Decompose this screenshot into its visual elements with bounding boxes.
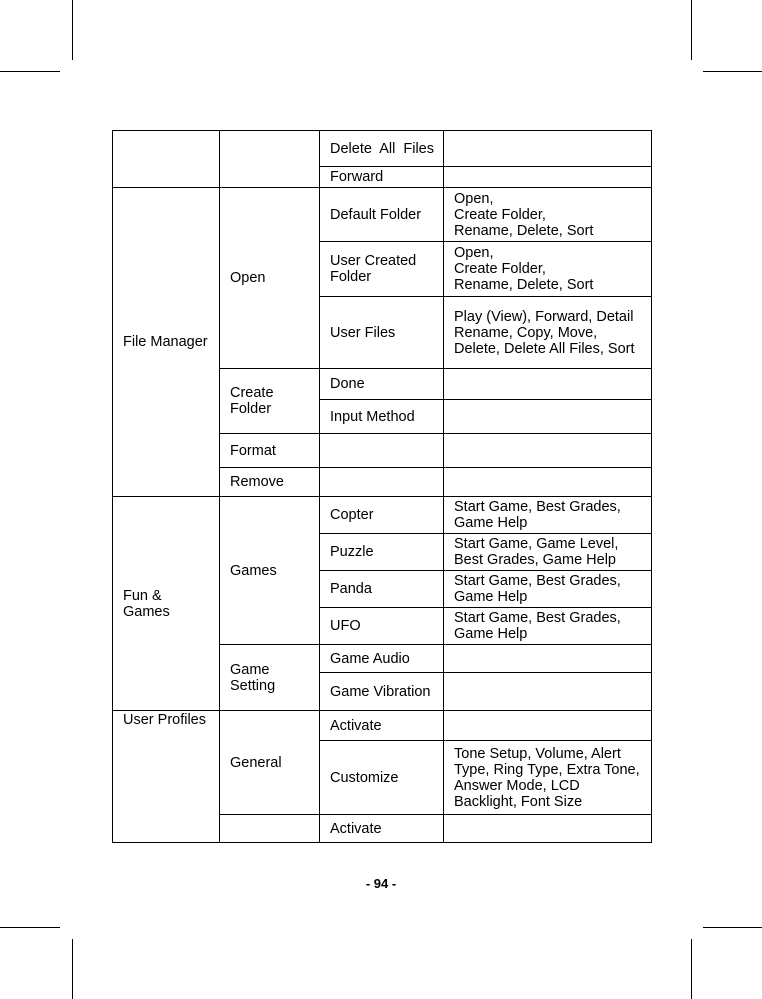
crop-mark [703, 71, 762, 72]
table-cell: Open, Create Folder, Rename, Delete, Sort [444, 188, 652, 242]
page-number: - 94 - [365, 876, 397, 891]
table-cell-empty [444, 645, 652, 673]
group-games: Games [220, 497, 320, 645]
group-fun-games: Fun & Games [113, 497, 220, 711]
table-cell: Activate [320, 815, 444, 843]
table-cell: Delete All Files [320, 131, 444, 167]
table-cell: Remove [220, 468, 320, 497]
table-cell: Activate [320, 711, 444, 741]
table-cell-empty [444, 131, 652, 167]
table-cell-empty [444, 400, 652, 434]
table-cell-empty [220, 131, 320, 188]
table-cell: Puzzle [320, 534, 444, 571]
crop-mark [72, 939, 73, 999]
table-cell-empty [113, 131, 220, 188]
group-user-profiles: User Profiles [113, 711, 220, 843]
table-cell: Start Game, Game Level, Best Grades, Game Help [444, 534, 652, 571]
table-cell: Customize [320, 741, 444, 815]
crop-mark [691, 0, 692, 60]
table-cell: Play (View), Forward, Detail Rename, Copy, Move, Delete, Delete All Files, Sort [444, 297, 652, 369]
table-cell-empty [444, 711, 652, 741]
menu-structure-table [112, 130, 652, 843]
crop-mark [0, 927, 60, 928]
table-cell: Game Vibration [320, 673, 444, 711]
table-cell: User Files [320, 297, 444, 369]
table-cell: Panda [320, 571, 444, 608]
table-cell: Copter [320, 497, 444, 534]
crop-mark [72, 0, 73, 60]
table-row [113, 711, 652, 741]
table-cell-empty [220, 815, 320, 843]
table-row [113, 188, 652, 242]
table-cell-empty [444, 815, 652, 843]
table-cell: Open, Create Folder, Rename, Delete, Sort [444, 242, 652, 297]
table-cell-empty [320, 434, 444, 468]
group-general: General [220, 711, 320, 815]
table-cell-empty [444, 673, 652, 711]
table-row [113, 497, 652, 534]
table-cell: Input Method [320, 400, 444, 434]
table-cell: Forward [320, 167, 444, 188]
crop-mark [703, 927, 762, 928]
table-cell-empty [444, 468, 652, 497]
table-cell: UFO [320, 608, 444, 645]
group-create-folder: Create Folder [220, 369, 320, 434]
group-game-setting: Game Setting [220, 645, 320, 711]
table-row [113, 131, 652, 167]
table-cell: Start Game, Best Grades, Game Help [444, 608, 652, 645]
table-cell: Start Game, Best Grades, Game Help [444, 497, 652, 534]
table-cell: Default Folder [320, 188, 444, 242]
table-cell-empty [444, 434, 652, 468]
table-cell-empty [320, 468, 444, 497]
table-cell-empty [444, 167, 652, 188]
crop-mark [0, 71, 60, 72]
table-cell: Tone Setup, Volume, Alert Type, Ring Type, Extra Tone, Answer Mode, LCD Backlight, Font Size [444, 741, 652, 815]
group-open: Open [220, 188, 320, 369]
table-cell-empty [444, 369, 652, 400]
crop-mark [691, 939, 692, 999]
table-cell: Done [320, 369, 444, 400]
table-cell: Format [220, 434, 320, 468]
table-cell: Start Game, Best Grades, Game Help [444, 571, 652, 608]
table-cell: Game Audio [320, 645, 444, 673]
table-cell: User Created Folder [320, 242, 444, 297]
group-file-manager: File Manager [113, 188, 220, 497]
